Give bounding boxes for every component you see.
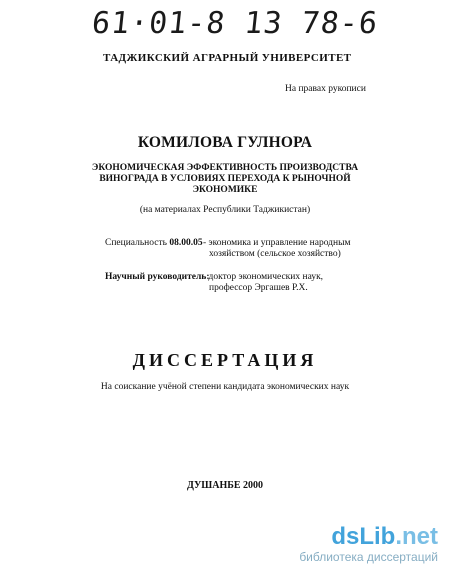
university-name: ТАДЖИКСКИЙ АГРАРНЫЙ УНИВЕРСИТЕТ: [103, 52, 352, 64]
title-line-1: ЭКОНОМИЧЕСКАЯ ЭФФЕКТИВНОСТЬ ПРОИЗВОДСТВА: [91, 163, 359, 173]
dslib-watermark[interactable]: [299, 524, 438, 564]
advisor-line-2: профессор Эргашев Р.Х.: [209, 283, 308, 293]
materials-note: (на материалах Республики Таджикистан): [139, 205, 311, 215]
specialty-code: 08.00.05: [169, 238, 203, 248]
city-year: ДУШАНБЕ 2000: [186, 480, 264, 491]
specialty-label-text: Специальность: [105, 238, 167, 248]
advisor-line-1: - доктор экономических наук,: [203, 272, 324, 282]
dslib-logo-main: dsLib: [331, 523, 396, 550]
title-line-3: ЭКОНОМИКЕ: [192, 185, 258, 195]
degree-statement: На соискание учёной степени кандидата экономических наук: [100, 382, 350, 392]
manuscript-rights-note: На правах рукописи: [285, 84, 366, 94]
advisor-description: [203, 272, 323, 294]
specialty-line-1: - экономика и управление народным: [203, 238, 351, 248]
author-name: КОМИЛОВА ГУЛНОРА: [137, 134, 313, 151]
dslib-logo-tld: .net: [395, 523, 438, 550]
title-line-2: ВИНОГРАДА В УСЛОВИЯХ ПЕРЕХОДА К РЫНОЧНОЙ: [99, 174, 351, 184]
specialty-label: [105, 238, 203, 248]
dissertation-title: [0, 163, 450, 196]
specialty-line-2: хозяйством (сельское хозяйство): [209, 249, 341, 259]
specialty-description: [203, 238, 351, 260]
document-type-heading: ДИССЕРТАЦИЯ: [132, 350, 318, 370]
advisor-label: Научный руководитель:: [105, 272, 210, 282]
dslib-subtitle: библиотека диссертаций: [299, 550, 438, 564]
handwritten-catalog-number: 61·01-8 13 78-6: [90, 6, 380, 41]
dslib-logo: [299, 524, 438, 550]
